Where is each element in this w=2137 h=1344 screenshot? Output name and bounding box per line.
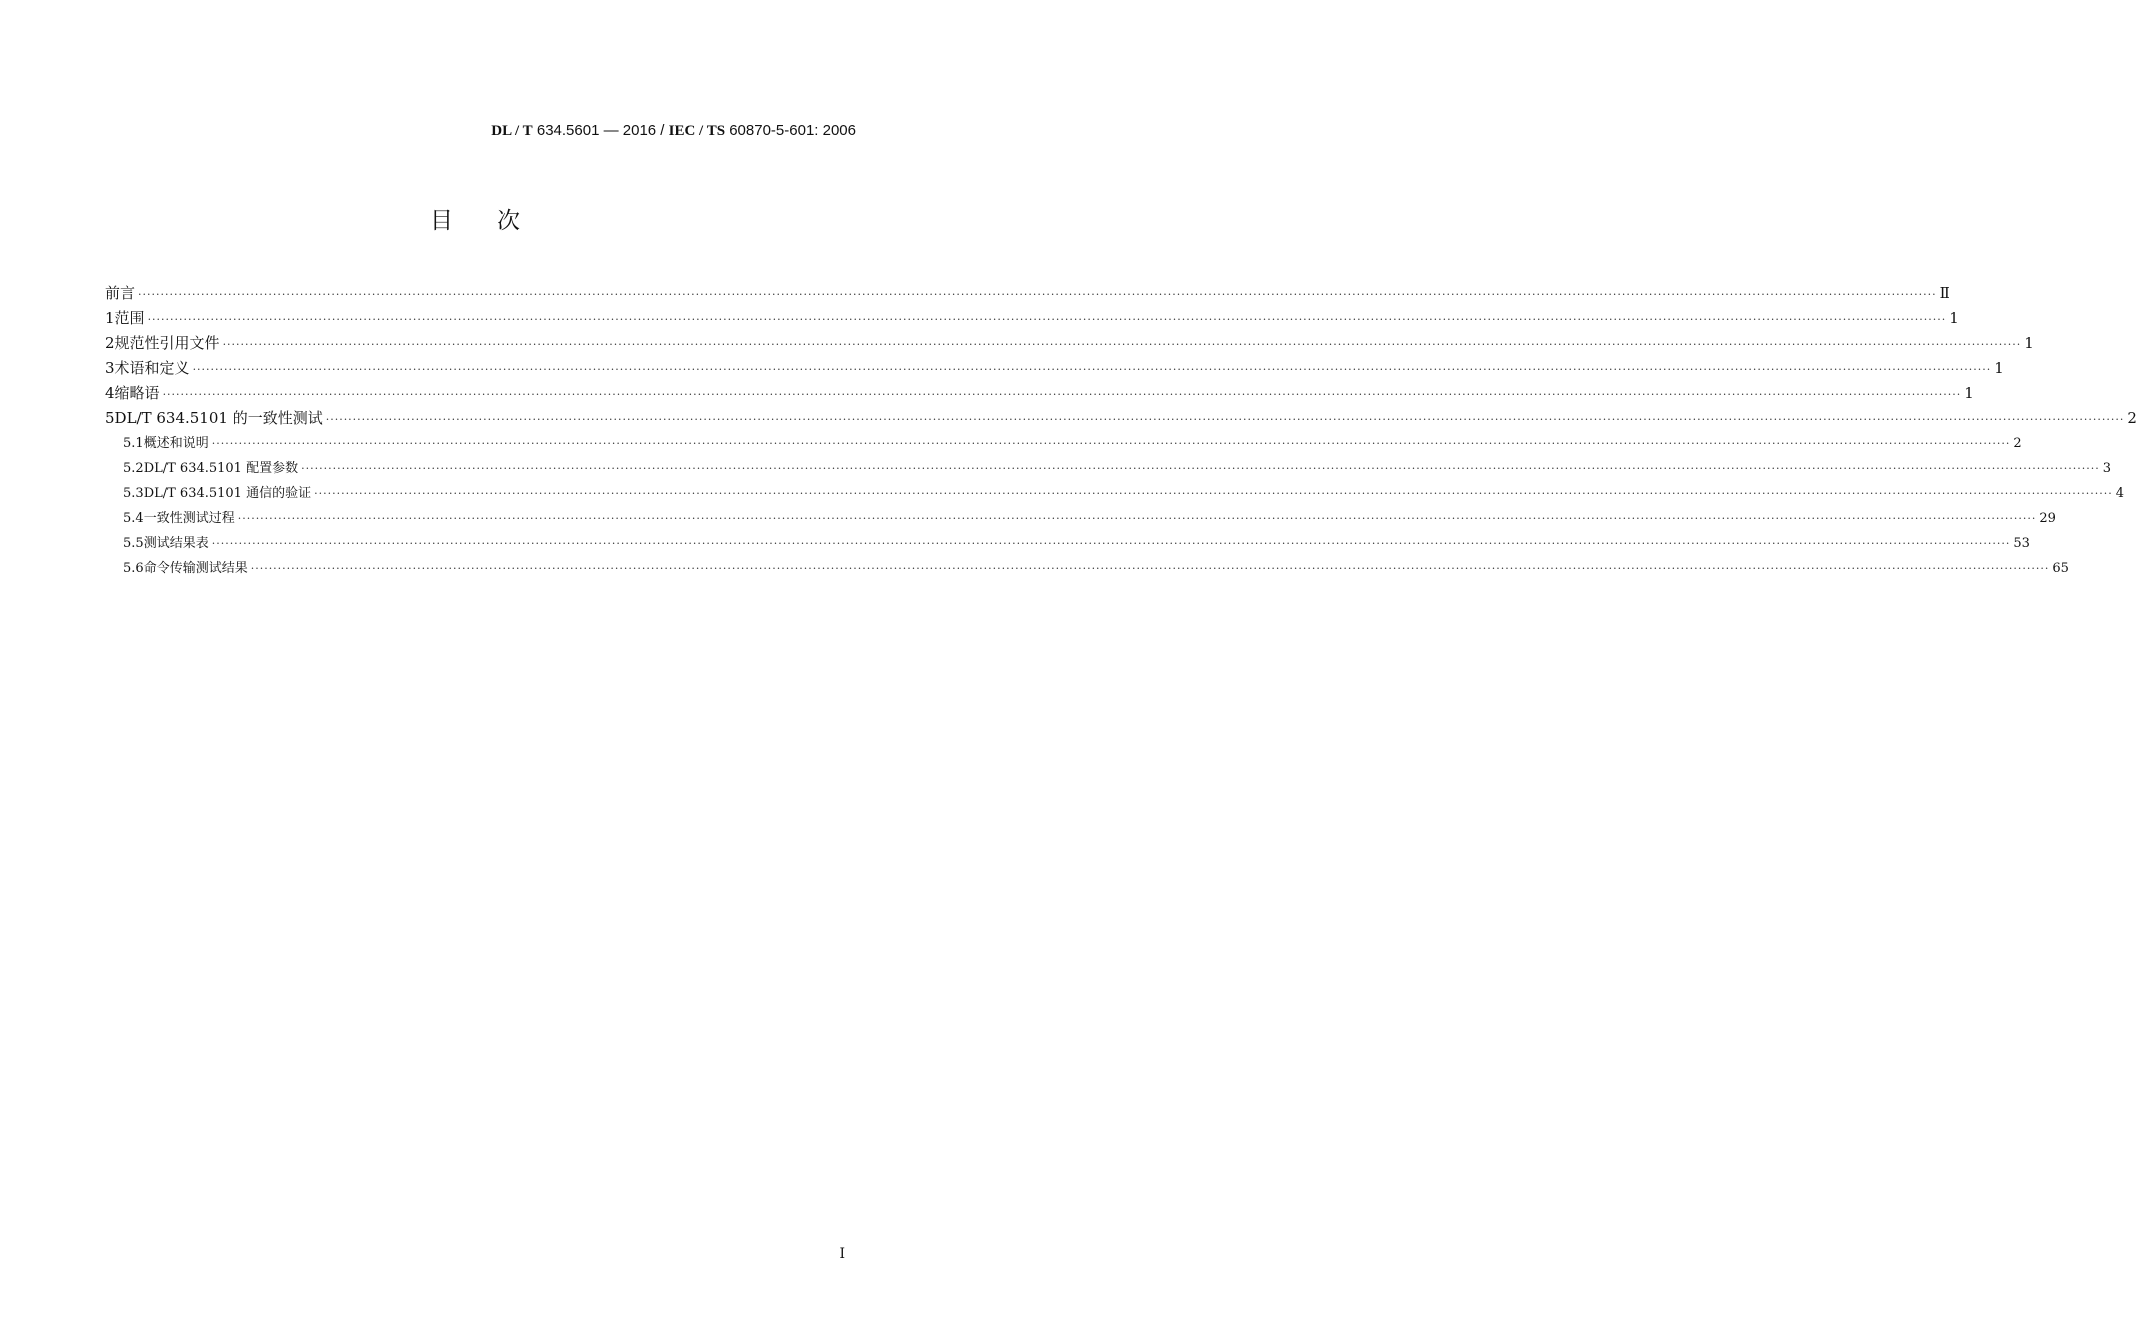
iec-number: 60870-5-601: 2006 xyxy=(725,122,856,139)
toc-entry-label: 范围 xyxy=(114,309,145,327)
toc-entry-label: 命令传输测试结果 xyxy=(143,561,248,576)
toc-entry-label: 规范性引用文件 xyxy=(114,334,220,352)
toc-entry-number: 5.4 xyxy=(123,511,144,526)
toc-entry-number: 5.1 xyxy=(123,436,144,451)
toc-entry[interactable] xyxy=(105,282,1950,307)
standard-prefix: DL / T xyxy=(491,123,533,139)
toc-leader-dots: ················································································································································································································································································································································································································ xyxy=(314,487,2113,500)
iec-prefix: IEC / TS xyxy=(668,123,726,139)
toc-entry-page: 1 xyxy=(1964,384,1974,402)
toc-leader-dots: ················································································································································································································································································································································································································ xyxy=(162,388,1962,401)
toc-entry-label: DL/T 634.5101 配置参数 xyxy=(143,461,299,476)
toc-leader-dots: ················································································································································································································································································································································································································ xyxy=(250,562,2050,575)
toc-entry[interactable] xyxy=(105,557,2069,582)
toc-leader-dots: ················································································································································································································································································································································································································ xyxy=(222,338,2022,351)
toc-entry[interactable] xyxy=(105,432,2022,457)
toc-entry[interactable] xyxy=(105,357,2004,382)
toc-entry-label: 测试结果表 xyxy=(143,536,209,551)
toc-entry[interactable] xyxy=(105,332,2034,357)
toc-entry-number: 5.5 xyxy=(123,536,144,551)
toc-entry-number: 5.2 xyxy=(123,461,144,476)
toc-entry[interactable] xyxy=(105,507,2056,532)
toc-entry-label: 缩略语 xyxy=(114,384,160,402)
toc-entry-page: 1 xyxy=(1994,359,2004,377)
table-of-contents xyxy=(105,282,2137,582)
toc-entry-page: 53 xyxy=(2013,536,2030,551)
toc-entry[interactable] xyxy=(105,457,2112,482)
toc-leader-dots: ················································································································································································································································································································································································································ xyxy=(211,537,2011,550)
toc-entry-page: 1 xyxy=(2024,334,2034,352)
toc-entry-page: 2 xyxy=(2127,409,2137,427)
toc-leader-dots: ················································································································································································································································································································································································································ xyxy=(301,462,2100,475)
toc-leader-dots: ················································································································································································································································································································································································································ xyxy=(192,363,1992,376)
document-header xyxy=(491,122,856,140)
toc-leader-dots: ················································································································································································································································································································································································································ xyxy=(147,313,1947,326)
toc-entry-page: 4 xyxy=(2115,486,2125,501)
toc-leader-dots: ················································································································································································································································································································································································································ xyxy=(237,512,2037,525)
toc-title: 目次 xyxy=(430,208,564,234)
toc-entry-number: 2 xyxy=(105,334,115,352)
toc-entry-label: DL/T 634.5101 通信的验证 xyxy=(143,486,312,501)
toc-entry[interactable] xyxy=(105,382,1974,407)
toc-entry-page: 29 xyxy=(2039,511,2056,526)
toc-entry[interactable] xyxy=(105,407,2137,432)
toc-entry-page: 3 xyxy=(2102,461,2112,476)
toc-leader-dots: ················································································································································································································································································································································································································ xyxy=(325,413,2125,426)
toc-entry-number: 1 xyxy=(105,309,115,327)
toc-entry[interactable] xyxy=(105,532,2030,557)
toc-entry-page: 1 xyxy=(1949,309,1959,327)
toc-entry[interactable] xyxy=(105,307,1959,332)
toc-entry-number: 5 xyxy=(105,409,115,427)
toc-entry-page: 2 xyxy=(2013,436,2022,451)
page-number: I xyxy=(839,1246,845,1262)
toc-entry-label: 概述和说明 xyxy=(143,436,209,451)
toc-entry-number: 5.6 xyxy=(123,561,144,576)
toc-entry[interactable] xyxy=(105,482,2125,507)
toc-leader-dots: ················································································································································································································································································································································································································ xyxy=(211,437,2011,450)
toc-entry-label: DL/T 634.5101 的一致性测试 xyxy=(114,409,323,427)
toc-entry-number: 4 xyxy=(105,384,115,402)
toc-entry-label: 一致性测试过程 xyxy=(143,511,235,526)
toc-entry-number: 5.3 xyxy=(123,486,144,501)
toc-entry-number: 3 xyxy=(105,359,115,377)
standard-number: 634.5601 — 2016 / xyxy=(532,122,669,139)
toc-entry-page: 65 xyxy=(2052,561,2069,576)
toc-entry-label: 前言 xyxy=(105,284,136,302)
toc-entry-label: 术语和定义 xyxy=(114,359,190,377)
toc-leader-dots: ················································································································································································································································································································································································································ xyxy=(138,288,1937,301)
toc-entry-page: Ⅱ xyxy=(1939,284,1950,302)
